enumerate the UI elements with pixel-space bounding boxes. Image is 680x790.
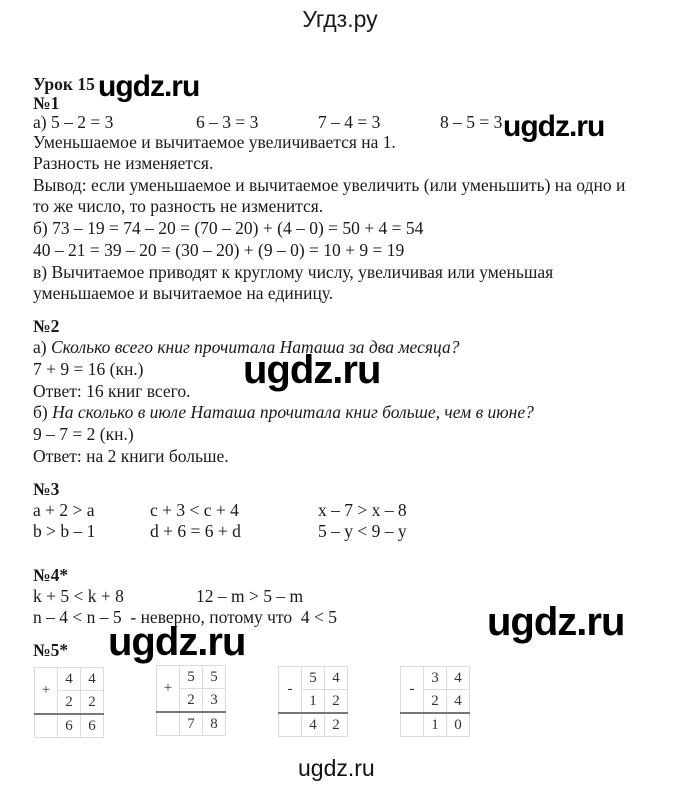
footer-watermark: ugdz.ru xyxy=(298,755,375,781)
task3-expr: c + 3 < c + 4 xyxy=(150,500,239,520)
watermark: ugdz.ru xyxy=(108,620,246,664)
task1-line: Уменьшаемое и вычитаемое увеличивается на 1. xyxy=(33,132,396,152)
calc-digit: 4 xyxy=(81,668,104,691)
calc-operator: + xyxy=(157,666,180,713)
calc-digit: 2 xyxy=(424,690,447,714)
task3-title: №3 xyxy=(33,479,60,499)
watermark: ugdz.ru xyxy=(243,348,381,392)
calc-digit: 4 xyxy=(58,668,81,691)
calc-digit: 5 xyxy=(180,666,203,689)
watermark: ugdz.ru xyxy=(503,110,605,143)
column-calc-4 xyxy=(400,666,470,737)
calc-result-digit: 8 xyxy=(203,712,226,736)
task1-title: №1 xyxy=(33,93,60,113)
task2-a-calc: 7 + 9 = 16 (кн.) xyxy=(33,359,144,379)
calc-digit: 2 xyxy=(180,689,203,713)
task1-line: то же число, то разность не изменится. xyxy=(33,196,324,216)
task1-a-expr-1: а) 5 – 2 = 3 xyxy=(33,112,114,132)
watermark: ugdz.ru xyxy=(487,600,625,644)
calc-result-digit: 0 xyxy=(447,713,470,737)
task3-expr: x – 7 > x – 8 xyxy=(318,500,407,520)
task1-line: 40 – 21 = 39 – 20 = (30 – 20) + (9 – 0) = 10 + 9 = 19 xyxy=(33,240,405,260)
task2-a-prefix: а) xyxy=(33,337,51,357)
task2-a-answer: Ответ: 16 книг всего. xyxy=(33,381,191,401)
task2-b-answer: Ответ: на 2 книги больше. xyxy=(33,446,229,466)
calc-digit: 1 xyxy=(302,690,325,714)
calc-result-digit: 4 xyxy=(302,713,325,737)
task4-explanation: n – 4 < n – 5 - неверно, потому что 4 < 5 xyxy=(33,607,338,627)
calc-result-digit: 6 xyxy=(58,714,81,738)
task1-a-expr-2: 6 – 3 = 3 xyxy=(196,112,259,132)
calc-operator: + xyxy=(35,668,58,715)
task2-b-question-line xyxy=(33,402,534,423)
calc-result-digit: 1 xyxy=(424,713,447,737)
calc-empty-cell xyxy=(35,714,58,738)
calc-result-digit: 6 xyxy=(81,714,104,738)
calc-result-digit: 7 xyxy=(180,712,203,736)
calc-result-digit: 2 xyxy=(325,713,348,737)
watermark: ugdz.ru xyxy=(98,70,200,103)
lesson-title: Урок 15 xyxy=(33,74,95,94)
task2-title: №2 xyxy=(33,316,60,336)
task1-line: Вывод: если уменьшаемое и вычитаемое увеличить (или уменьшить) на одно и xyxy=(33,175,626,195)
task3-expr: 5 – y < 9 – y xyxy=(318,521,407,541)
column-calc-1 xyxy=(34,667,104,738)
column-calc-3 xyxy=(278,666,348,737)
task2-a-question: Сколько всего книг прочитала Наташа за два месяца? xyxy=(50,337,460,357)
task3-expr: b > b – 1 xyxy=(33,521,96,541)
calc-digit: 2 xyxy=(325,690,348,714)
task2-b-calc: 9 – 7 = 2 (кн.) xyxy=(33,424,134,444)
site-title: Угдз.ру xyxy=(302,6,378,32)
calc-digit: 5 xyxy=(302,667,325,690)
calc-digit: 4 xyxy=(447,690,470,714)
calc-empty-cell xyxy=(157,712,180,736)
task4-title: №4* xyxy=(33,565,69,585)
calc-digit: 4 xyxy=(447,667,470,690)
task3-expr: a + 2 > a xyxy=(33,500,95,520)
task1-line: уменьшаемое и вычитаемое на единицу. xyxy=(33,283,334,303)
calc-empty-cell xyxy=(279,713,302,737)
calc-digit: 3 xyxy=(203,689,226,713)
calc-digit: 2 xyxy=(58,691,81,715)
calc-digit: 2 xyxy=(81,691,104,715)
calc-digit: 3 xyxy=(424,667,447,690)
task4-expr: k + 5 < k + 8 xyxy=(33,586,124,606)
column-calc-2 xyxy=(156,665,226,736)
task5-title: №5* xyxy=(33,640,69,660)
calc-empty-cell xyxy=(401,713,424,737)
task1-line: б) 73 – 19 = 74 – 20 = (70 – 20) + (4 – 0) = 50 + 4 = 54 xyxy=(33,218,424,238)
task1-line: Разность не изменяется. xyxy=(33,153,214,173)
task4-expr: 12 – m > 5 – m xyxy=(196,586,304,606)
task1-a-expr-4: 8 – 5 = 3 xyxy=(440,112,503,132)
calc-digit: 4 xyxy=(325,667,348,690)
task2-b-question: На сколько в июле Наташа прочитала книг больше, чем в июне? xyxy=(52,402,534,422)
task1-line: в) Вычитаемое приводят к круглому числу, увеличивая или уменьшая xyxy=(33,262,554,282)
calc-operator: - xyxy=(279,667,302,714)
task2-b-prefix: б) xyxy=(33,402,53,422)
calc-operator: - xyxy=(401,667,424,714)
task1-a-expr-3: 7 – 4 = 3 xyxy=(318,112,381,132)
task3-expr: d + 6 = 6 + d xyxy=(150,521,241,541)
calc-digit: 5 xyxy=(203,666,226,689)
